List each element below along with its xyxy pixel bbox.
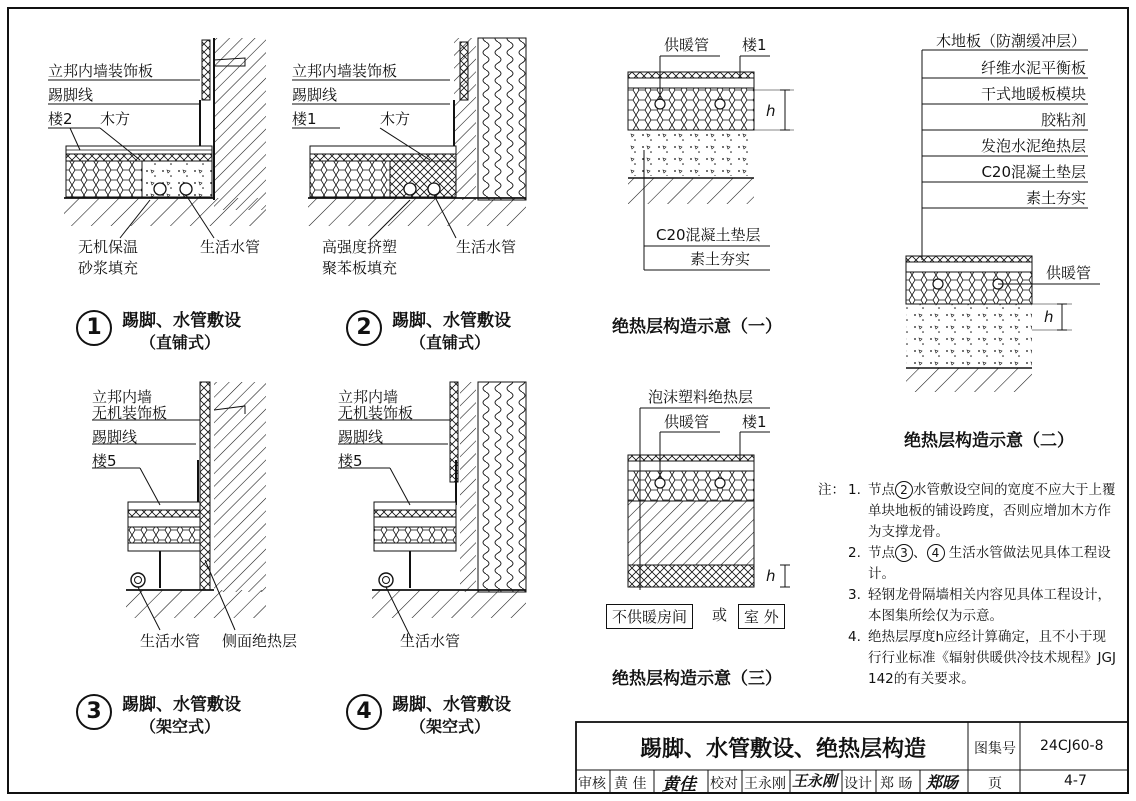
insulation-3-outdoor-box: 室 外 xyxy=(738,604,785,629)
detail-3-number: 3 xyxy=(76,694,112,730)
notes xyxy=(818,480,1118,690)
detail-2-floor-label: 楼1 xyxy=(292,110,317,128)
insulation-3-foam-label: 泡沫塑料绝热层 xyxy=(648,388,754,406)
detail-4-number: 4 xyxy=(346,694,382,730)
note-3-number: 3. xyxy=(848,587,861,603)
detail-2-skirting-label: 踢脚线 xyxy=(292,86,338,104)
detail-1-subtitle: （直铺式） xyxy=(140,333,221,352)
insulation-1-title: 绝热层构造示意（一） xyxy=(612,317,782,337)
insulation-2-title: 绝热层构造示意（二） xyxy=(904,431,1074,451)
detail-2-fill-label-1: 高强度挤塑 xyxy=(322,238,398,256)
detail-3-title: 踢脚、水管敷设 xyxy=(122,695,241,715)
detail-3-pipe-label: 生活水管 xyxy=(140,632,201,650)
review-name: 黄 佳 xyxy=(614,776,647,792)
check-signature: 王永刚 xyxy=(792,772,838,790)
page-label: 页 xyxy=(988,776,1002,792)
note-1-node-ref: 2 xyxy=(895,481,913,499)
note-2 xyxy=(818,543,1118,585)
detail-2-fill-label-2: 聚苯板填充 xyxy=(322,259,398,277)
detail-2-title: 踢脚、水管敷设 xyxy=(392,311,511,331)
detail-3-side-insulation-label: 侧面绝热层 xyxy=(222,632,298,650)
insulation-3-unheated-room-box: 不供暖房间 xyxy=(606,604,693,629)
insulation-1-h-label: h xyxy=(766,102,776,120)
detail-4-wall-label-2: 无机装饰板 xyxy=(338,404,414,422)
insulation-1-concrete-label: C20混凝土垫层 xyxy=(656,226,761,244)
detail-1-title: 踢脚、水管敷设 xyxy=(122,311,241,331)
detail-2-number: 2 xyxy=(346,310,382,346)
detail-4-pipe-label: 生活水管 xyxy=(400,632,461,650)
note-2-text: 生活水管做法见具体工程设计。 xyxy=(868,545,1111,582)
insulation-1-pipe-label: 供暖管 xyxy=(664,36,710,54)
note-2-node-ref-2: 4 xyxy=(927,544,945,562)
insulation-3-title: 绝热层构造示意（三） xyxy=(612,669,782,689)
detail-4-subtitle: （架空式） xyxy=(410,717,491,736)
detail-2-pipe-label: 生活水管 xyxy=(456,238,517,256)
check-label: 校对 xyxy=(710,776,738,792)
insulation-2-layer-1: 木地板（防潮缓冲层） xyxy=(935,32,1086,50)
note-3 xyxy=(818,585,1118,627)
note-1-prefix: 节点 xyxy=(868,482,895,498)
detail-1-floor-label: 楼2 xyxy=(48,110,73,128)
detail-1-fill-label-1: 无机保温 xyxy=(78,238,139,256)
insulation-3-pipe-label: 供暖管 xyxy=(664,413,710,431)
page-number: 4-7 xyxy=(1064,773,1087,789)
detail-1-skirting-label: 踢脚线 xyxy=(48,86,94,104)
atlas-number-label: 图集号 xyxy=(974,741,1016,757)
detail-3-floor-label: 楼5 xyxy=(92,452,117,470)
review-signature: 黄佳 xyxy=(662,775,696,795)
notes-heading: 注： xyxy=(818,482,845,498)
note-1-number: 1. xyxy=(848,482,861,498)
insulation-2-layer-6: C20混凝土垫层 xyxy=(981,163,1086,181)
note-2-prefix: 节点 xyxy=(868,545,895,561)
detail-2-wall-board-label: 立邦内墙装饰板 xyxy=(292,62,398,80)
insulation-2-h-label: h xyxy=(1044,308,1054,326)
detail-4-floor-label: 楼5 xyxy=(338,452,363,470)
note-2-number: 2. xyxy=(848,545,861,561)
insulation-2-layer-4: 胶粘剂 xyxy=(1040,111,1086,129)
detail-1-fill-label-2: 砂浆填充 xyxy=(78,259,139,277)
insulation-1-soil-label: 素土夯实 xyxy=(690,250,751,268)
design-signature: 郑旸 xyxy=(926,773,959,792)
design-name: 郑 旸 xyxy=(880,776,913,792)
check-name: 王永刚 xyxy=(744,776,786,792)
note-2-separator: 、 xyxy=(913,545,927,561)
insulation-2-pipe-label: 供暖管 xyxy=(1046,264,1092,282)
detail-3-subtitle: （架空式） xyxy=(140,717,221,736)
detail-3-wall-label-2: 无机装饰板 xyxy=(92,404,168,422)
note-4 xyxy=(818,627,1118,690)
detail-2-subtitle: （直铺式） xyxy=(410,333,491,352)
note-4-number: 4. xyxy=(848,629,861,645)
insulation-3-floor-label: 楼1 xyxy=(742,413,767,431)
detail-3-wall-label-1: 立邦内墙 xyxy=(92,388,153,406)
atlas-number: 24CJ60-8 xyxy=(1040,738,1104,754)
insulation-1-floor-label: 楼1 xyxy=(742,36,767,54)
insulation-3-or-label: 或 xyxy=(712,606,728,624)
detail-3-skirting-label: 踢脚线 xyxy=(92,428,138,446)
design-label: 设计 xyxy=(844,776,872,792)
note-1 xyxy=(818,480,1118,543)
drawing-title: 踢脚、水管敷设、绝热层构造 xyxy=(640,737,927,762)
review-label: 审核 xyxy=(578,776,606,792)
note-3-text: 轻钢龙骨隔墙相关内容见具体工程设计，本图集所绘仅为示意。 xyxy=(868,587,1111,624)
detail-1-wall-board-label: 立邦内墙装饰板 xyxy=(48,62,154,80)
insulation-2-layer-5: 发泡水泥绝热层 xyxy=(980,137,1086,155)
insulation-2-layer-2: 纤维水泥平衡板 xyxy=(980,59,1086,77)
detail-1-number: 1 xyxy=(76,310,112,346)
detail-4-title: 踢脚、水管敷设 xyxy=(392,695,511,715)
insulation-3-h-label: h xyxy=(766,567,776,585)
note-2-node-ref-1: 3 xyxy=(895,544,913,562)
detail-2-wood-label: 木方 xyxy=(380,110,411,128)
note-4-text: 绝热层厚度h应经计算确定，且不小于现行行业标准《辐射供暖供冷技术规程》JGJ 142的有关要求。 xyxy=(868,629,1116,687)
detail-4-skirting-label: 踢脚线 xyxy=(338,428,384,446)
detail-4-wall-label-1: 立邦内墙 xyxy=(338,388,399,406)
insulation-2-layer-7: 素土夯实 xyxy=(1025,189,1086,207)
detail-1-wood-label: 木方 xyxy=(100,110,131,128)
insulation-3-drawing xyxy=(628,408,790,590)
note-1-text: 水管敷设空间的宽度不应大于上覆单块地板的铺设跨度，否则应增加木方作为支撑龙骨。 xyxy=(868,482,1116,540)
insulation-2-layer-3: 干式地暖板模块 xyxy=(980,85,1086,103)
detail-1-pipe-label: 生活水管 xyxy=(200,238,261,256)
